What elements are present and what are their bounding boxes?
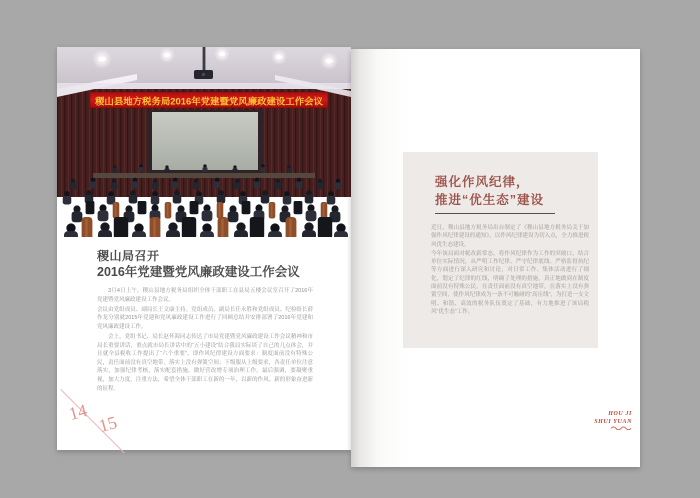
article-paragraph: 3月4日上午，稷山县地方税务局组织全体干部职工在县局五楼会议室召开了2016年党建暨党风廉政建设工作会议。	[97, 288, 313, 303]
feature-title-line1: 强化作风纪律，	[435, 175, 530, 189]
page-number-left: 14	[66, 400, 90, 425]
led-banner-text: 稷山县地方税务局2016年党建暨党风廉政建设工作会议	[95, 96, 314, 107]
article-paragraph: 会上，党组书记、局长赵怀海同志传达了市局党建暨党风廉政建设工作会议精神和市局长重要讲话，重点就市局长讲话中的“五小建设”结合我局实际谈了自己的几点体会，并且就全县税收工作提出了“六个重要”，即作风纪律建设方面要求：制度面前没有特殊公民，责任面前没有真空地带，落实上没有弹簧空间；下级服从上级要求，各责任单位注意落实，加强纪律考核，落实配套措施，做好营改增专项治理工作。最后强调，要凝聚重视，加大力度，注重方法，希望全体干部职工在新的一年，以新的作风、新的形象奋进新的征程。	[97, 333, 313, 392]
feature-paragraph: 今年该局面对税改新常态，将作风纪律作为工作的突破口，结合单位实际情况，从严明工作纪律、严守纪律底线、严格监督执纪等方面进行深入研究和讨论，对日常工作、集体活动进行了细化，划定了纪律的红线，明确了处理的措施，真正地做到在制度面前没有特殊公民，在责任面前没有真空地带，在落实上没有弹簧空间，使作风纪律成为一条不可触碰的“高压线”，为打造一支文明、和谐、高效的税务队伍奠定了基础，有力地推进了该局税风“优生态”工作。	[431, 250, 589, 315]
feature-title-line2: 推进“优生态”建设	[435, 192, 545, 207]
squiggle-underline-icon	[610, 426, 632, 430]
magazine-mark-line2: SHUI YUAN	[594, 418, 632, 425]
right-page	[351, 49, 640, 467]
magazine-mark	[594, 411, 632, 430]
headline-line2: 2016年党建暨党风廉政建设工作会议	[97, 265, 300, 279]
meeting-photo	[57, 47, 351, 237]
headline-line1: 稷山局召开	[97, 249, 160, 263]
feature-paragraph: 近日，稷山县地方税务局出台制定了《稷山县地方税务局关于加强作风纪律建设的通知》，以作风纪律建设为切入点，全力推进税风优生态建设。	[431, 225, 589, 248]
feature-box-body	[431, 224, 589, 317]
magazine-mark-line1: HOU JI	[608, 411, 632, 417]
article-body	[97, 287, 313, 395]
led-banner	[90, 92, 328, 108]
article-paragraph: 会议由党组成员、副局长王文康主持。党组成员、副局长任永胜和党组成员、纪检组长薛作龙分别就2015年党建和党风廉政建设工作进行了回顾总结并安排部署了2016年党建和党风廉政建设工作。	[97, 306, 313, 330]
feature-box	[403, 152, 598, 348]
feature-box-title	[435, 174, 544, 209]
left-page	[57, 47, 351, 450]
title-underline	[435, 213, 555, 214]
page-number-right: 15	[96, 412, 120, 437]
article-headline	[97, 248, 300, 280]
